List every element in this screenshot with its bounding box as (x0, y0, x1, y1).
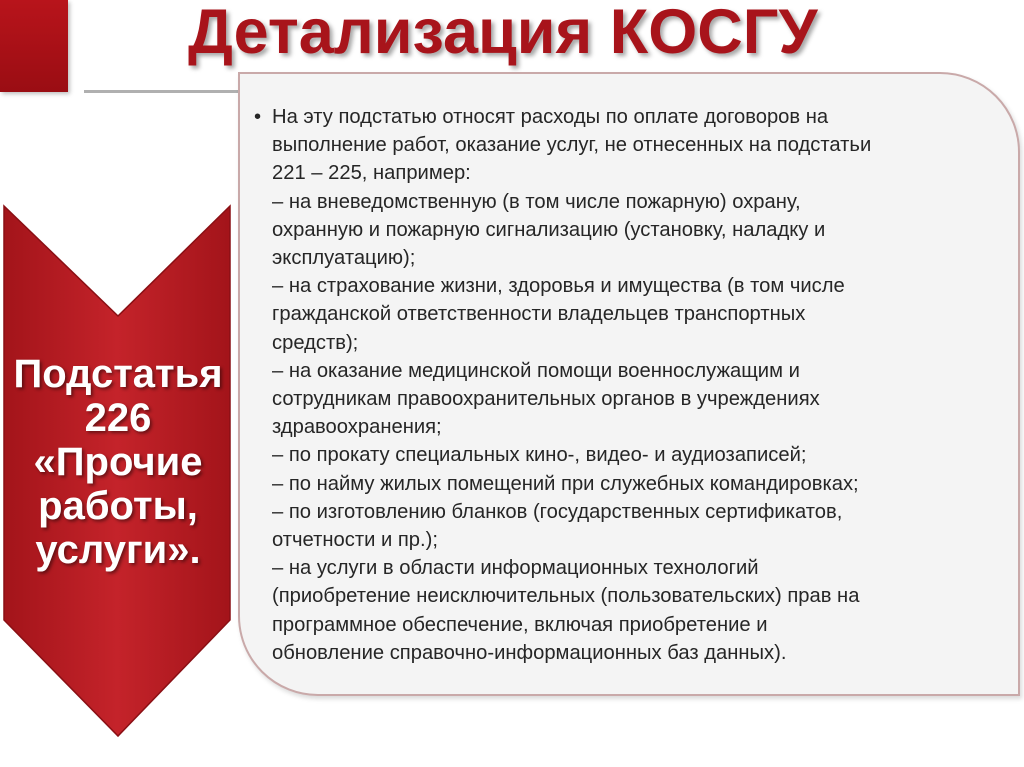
text-line: гражданской ответственности владельцев транспортных (272, 303, 806, 326)
page-title: Детализация КОСГУ (188, 0, 818, 67)
subarticle-label (0, 352, 236, 572)
text-line: отчетности и пр.); (272, 529, 438, 552)
corner-accent (0, 0, 68, 92)
text-line: – на страхование жизни, здоровья и имущества (в том числе (272, 275, 845, 298)
text-line: эксплуатацию); (272, 247, 416, 270)
text-line: – по найму жилых помещений при служебных командировках; (272, 472, 859, 495)
text-line: 221 – 225, например: (272, 162, 471, 185)
text-line-content: На эту подстатью относят расходы по оплате договоров на (272, 106, 829, 128)
text-line: (приобретение неисключительных (пользовательских) прав на (272, 585, 860, 608)
text-line: – на услуги в области информационных технологий (272, 557, 759, 580)
subarticle-label-line: работы, (38, 484, 198, 528)
text-line: обновление справочно-информационных баз данных). (272, 641, 787, 664)
subarticle-label-line: Подстатья (13, 352, 223, 396)
text-line: выполнение работ, оказание услуг, не отнесенных на подстатьи (272, 134, 872, 157)
subarticle-label-line: услуги». (35, 528, 201, 572)
content-text (254, 103, 994, 667)
subarticle-label-line: 226 (84, 396, 152, 440)
text-line: программное обеспечение, включая приобретение и (272, 613, 768, 636)
text-line (254, 103, 994, 131)
text-line: – на оказание медицинской помощи военнослужащим и (272, 359, 800, 382)
text-line: сотрудникам правоохранительных органов в учреждениях (272, 388, 820, 411)
text-line: – на вневедомственную (в том числе пожарную) охрану, (272, 190, 801, 213)
subarticle-label-line: «Прочие (33, 440, 203, 484)
text-line: средств); (272, 331, 359, 354)
text-line: здравоохранения; (272, 416, 442, 439)
text-line: – по изготовлению бланков (государственных сертификатов, (272, 500, 843, 523)
text-line: охранную и пожарную сигнализацию (установку, наладку и (272, 218, 826, 241)
text-line: – по прокату специальных кино-, видео- и аудиозаписей; (272, 444, 807, 467)
bullet-icon: • (254, 106, 262, 128)
